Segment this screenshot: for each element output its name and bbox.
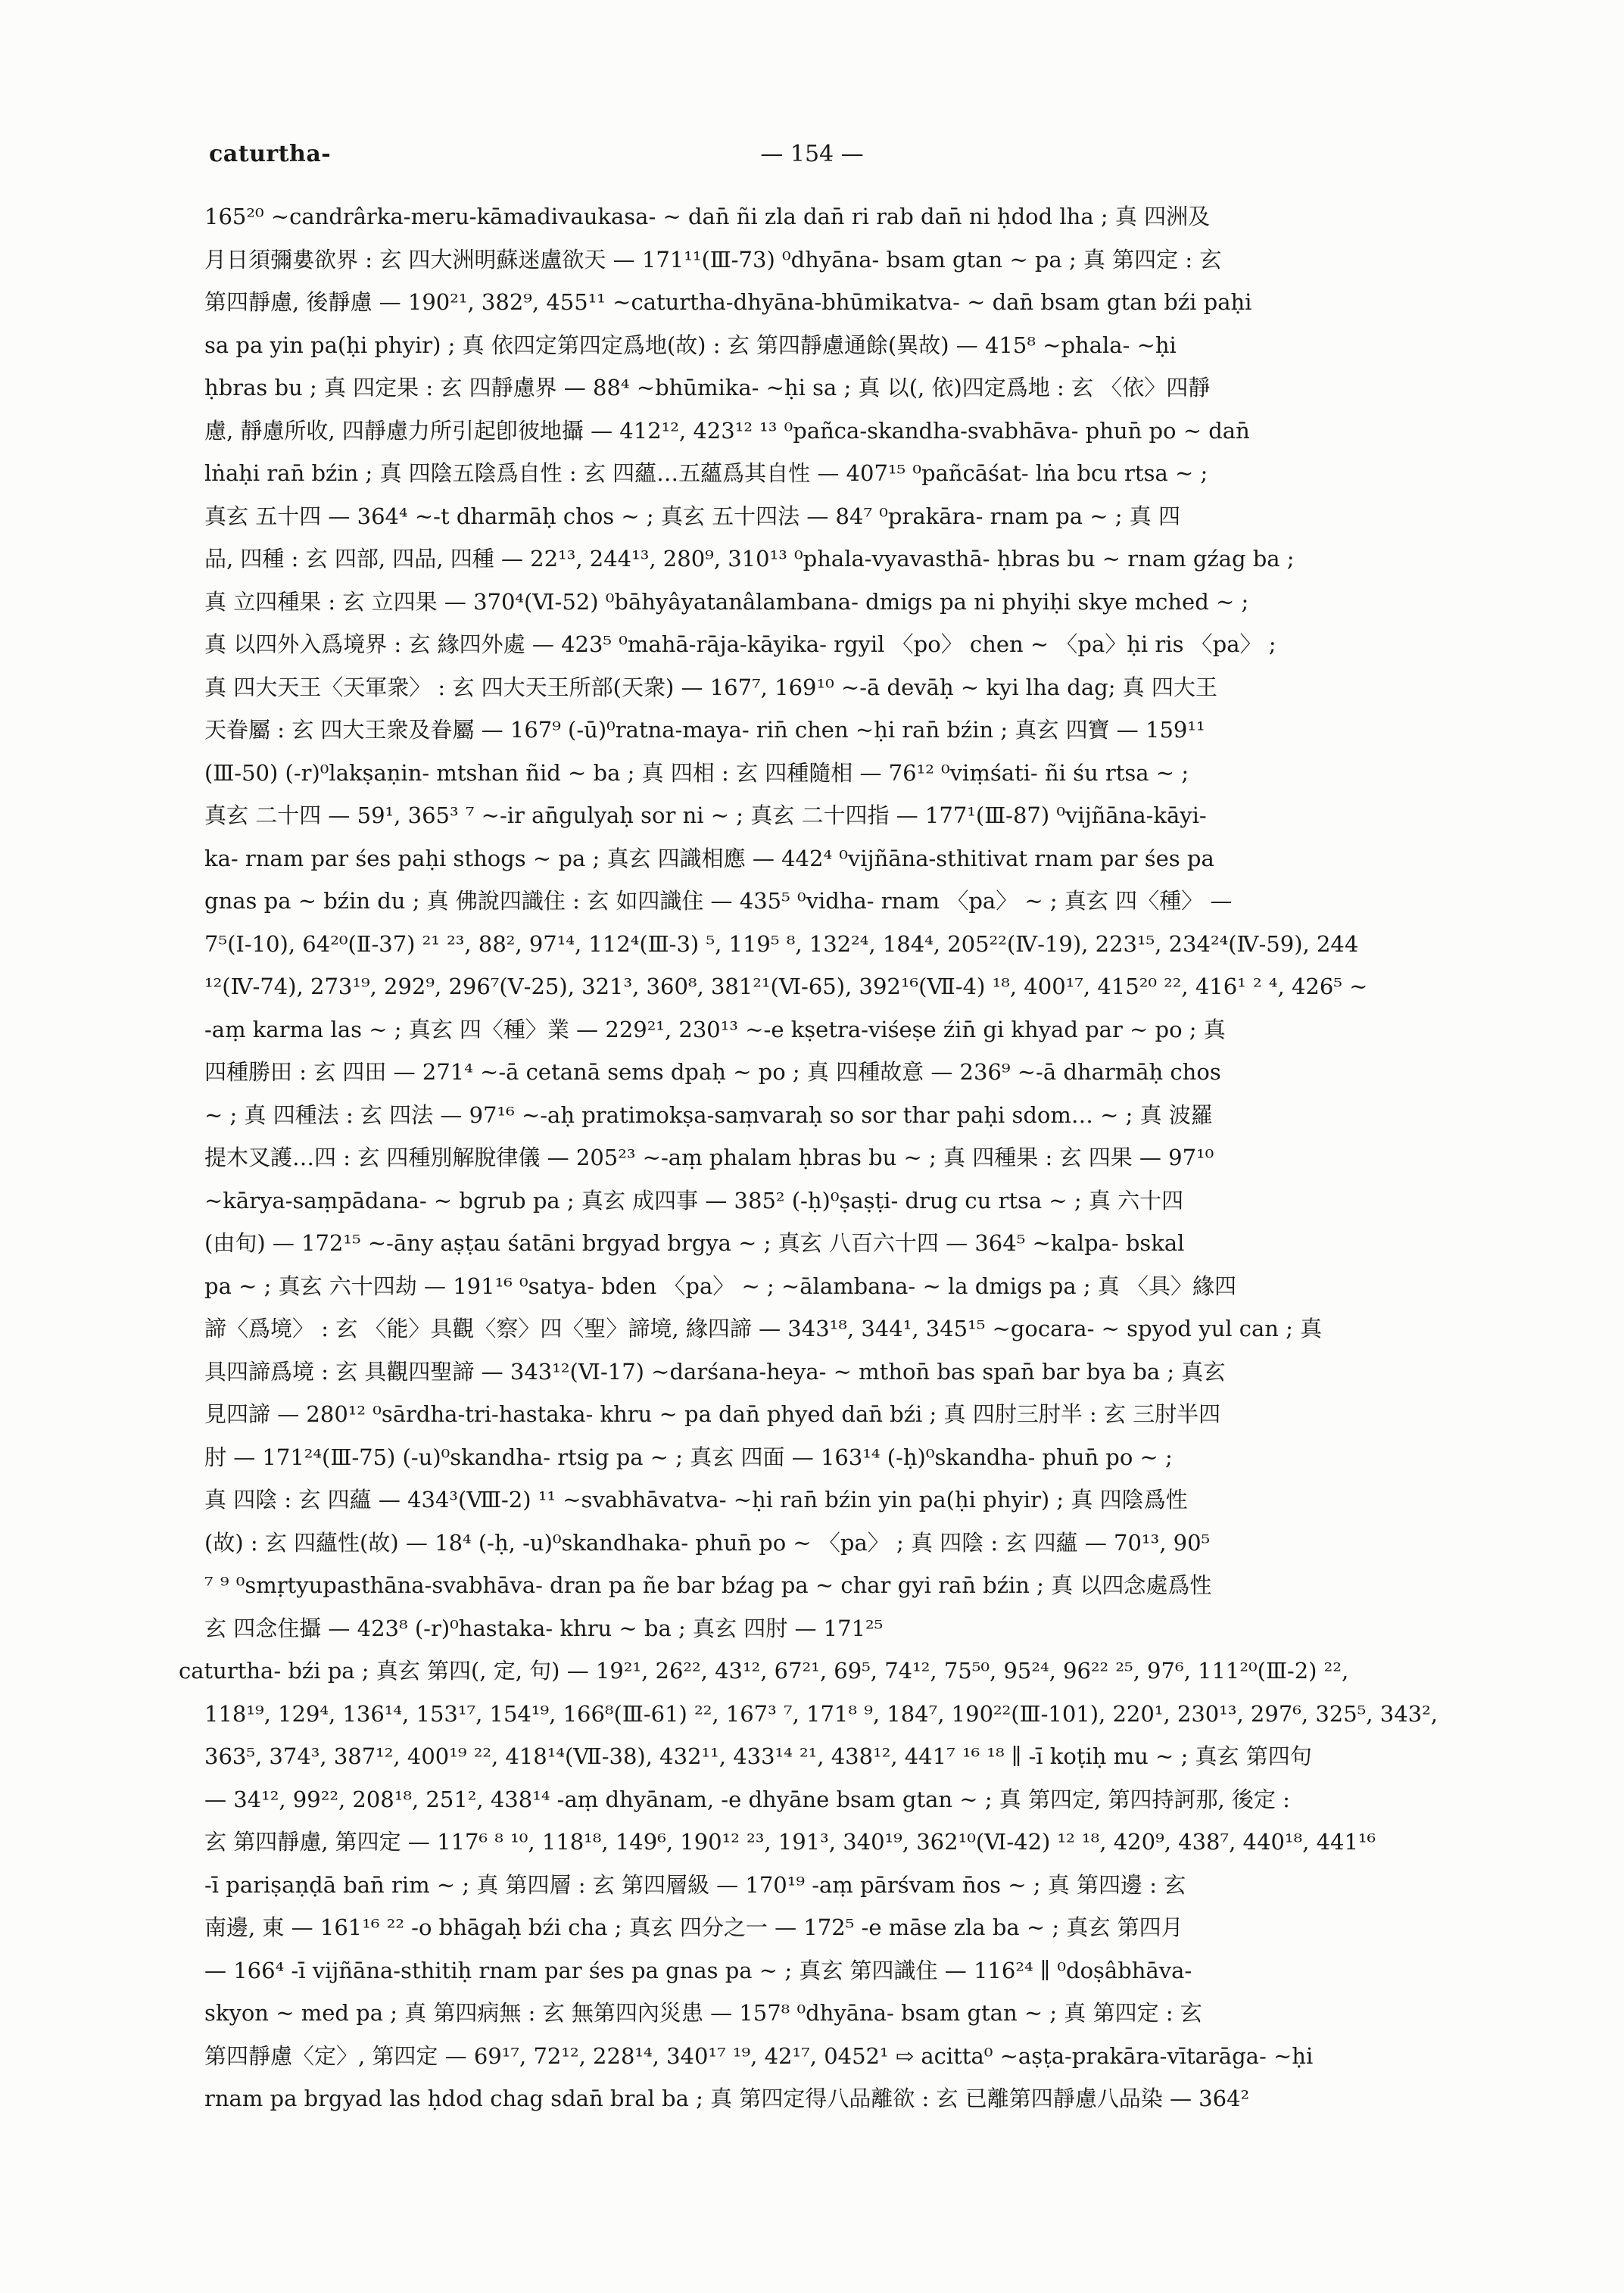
entry-line: 第四靜慮〈定〉, 第四定 — 69¹⁷, 72¹², 228¹⁴, 340¹⁷ ¹⁹, 42¹⁷, 0452¹ ⇨ acitta⁰ ~aṣṭa-prakāra-vītarāga- ~ḥi [204, 2042, 1314, 2069]
entry-line: ḥbras bu ; 真 四定果 : 玄 四靜慮界 — 88⁴ ~bhūmika- ~ḥi sa ; 真 以(, 依)四定爲地 : 玄 〈依〉四靜 [204, 375, 1211, 400]
entry-line: ⁷ ⁹ ⁰smṛtyupasthāna-svabhāva- dran pa ñe bar bźag pa ~ char gyi ran̄ bźin ; 真 以四念處爲性 [204, 1572, 1212, 1598]
dictionary-entries [179, 195, 1519, 2120]
entry-line: sa pa yin pa(ḥi phyir) ; 真 依四定第四定爲地(故) : 玄 第四靜慮通餘(異故) — 415⁸ ~phala- ~ḥi [204, 332, 1177, 358]
entry-line: 品, 四種 : 玄 四部, 四品, 四種 — 22¹³, 244¹³, 280⁹, 310¹³ ⁰phala-vyavasthā- ḥbras bu ~ rnam gźag ba ; [204, 546, 1295, 572]
running-head: caturtha- [209, 141, 332, 167]
entry-line: 第四靜慮, 後靜慮 — 190²¹, 382⁹, 455¹¹ ~caturtha-dhyāna-bhūmikatva- ~ dan̄ bsam gtan bźi paḥi [204, 289, 1252, 315]
entry-line: 118¹⁹, 129⁴, 136¹⁴, 153¹⁷, 154¹⁹, 166⁸(Ⅲ-61) ²², 167³ ⁷, 171⁸ ⁹, 184⁷, 190²²(Ⅲ-101), 220¹, 230¹³, 297⁶, 325⁵, 343², [204, 1700, 1438, 1727]
entry-line: 天眷屬 : 玄 四大王衆及眷屬 — 167⁹ (-ū)⁰ratna-maya- rin̄ chen ~ḥi ran̄ bźin ; 真玄 四寶 — 159¹¹ [204, 717, 1205, 743]
entry-line: 南邊, 東 — 161¹⁶ ²² -o bhāgaḥ bźi cha ; 真玄 四分之一 — 172⁵ -e māse zla ba ~ ; 真玄 第四月 [204, 1914, 1183, 1940]
headword-line: caturtha- bźi pa ; 真玄 第四(, 定, 句) — 19²¹, 26²², 43¹², 67²¹, 69⁵, 74¹², 75⁵⁰, 95²⁴, 96²² ²⁵, 97⁶, 111²⁰(Ⅲ-2) ²², [179, 1658, 1349, 1684]
entry-line: gnas pa ~ bźin du ; 真 佛說四識住 : 玄 如四識住 — 435⁵ ⁰vidha- rnam 〈pa〉 ~ ; 真玄 四〈種〉 — [204, 888, 1233, 914]
entry-line: -ī pariṣaṇḍā ban̄ rim ~ ; 真 第四層 : 玄 第四層級 — 170¹⁹ -aṃ pārśvam n̄os ~ ; 真 第四邊 : 玄 [204, 1871, 1186, 1898]
entry-line: 玄 四念住攝 — 423⁸ (-r)⁰hastaka- khru ~ ba ; 真玄 四肘 — 171²⁵ [204, 1615, 884, 1641]
entry-line: 肘 — 171²⁴(Ⅲ-75) (-u)⁰skandha- rtsig pa ~ ; 真玄 四面 — 163¹⁴ (-ḥ)⁰skandha- phun̄ po ~ ; [204, 1444, 1173, 1470]
entry-line: 真 以四外入爲境界 : 玄 緣四外處 — 423⁵ ⁰mahā-rāja-kāyika- rgyil 〈po〉 chen ~ 〈pa〉ḥi ris 〈pa〉 ; [204, 631, 1276, 657]
entry-line: 諦〈爲境〉 : 玄 〈能〉具觀〈察〉四〈聖〉諦境, 緣四諦 — 343¹⁸, 344¹, 345¹⁵ ~gocara- ~ spyod yul can ; 真 [204, 1316, 1323, 1341]
entry-line: — 34¹², 99²², 208¹⁸, 251², 438¹⁴ -aṃ dhyānam, -e dhyāne bsam gtan ~ ; 真 第四定, 第四持訶那, 後定 : [204, 1786, 1290, 1812]
entry-line: (Ⅲ-50) (-r)⁰lakṣaṇin- mtshan ñid ~ ba ; 真 四相 : 玄 四種隨相 — 76¹² ⁰viṃśati- ñi śu rtsa ~ ; [204, 759, 1189, 786]
entry-line: 慮, 靜慮所收, 四靜慮力所引起卽彼地攝 — 412¹², 423¹² ¹³ ⁰pañca-skandha-svabhāva- phun̄ po ~ dan̄ [204, 417, 1250, 444]
entry-line: 165²⁰ ~candrârka-meru-kāmadivaukasa- ~ dan̄ ñi zla dan̄ ri rab dan̄ ni ḥdod lha ; 真 四洲及 [204, 204, 1211, 229]
entry-line: 見四諦 — 280¹² ⁰sārdha-tri-hastaka- khru ~ pa dan̄ phyed dan̄ bźi ; 真 四肘三肘半 : 玄 三肘半四 [204, 1401, 1221, 1427]
entry-line: 具四諦爲境 : 玄 具觀四聖諦 — 343¹²(Ⅵ-17) ~darśana-heya- ~ mthon̄ bas span̄ bar bya ba ; 真玄 [204, 1358, 1226, 1385]
entry-line: 真玄 二十四 — 59¹, 365³ ⁷ ~-ir an̄gulyaḥ sor ni ~ ; 真玄 二十四指 — 177¹(Ⅲ-87) ⁰vijñāna-kāyi- [204, 802, 1207, 828]
entry-line: 真玄 五十四 — 364⁴ ~-t dharmāḥ chos ~ ; 真玄 五十四法 — 84⁷ ⁰prakāra- rnam pa ~ ; 真 四 [204, 503, 1180, 529]
entry-line: ka- rnam par śes paḥi sthogs ~ pa ; 真玄 四識相應 — 442⁴ ⁰vijñāna-sthitivat rnam par śes pa [204, 845, 1214, 871]
entry-line: — 166⁴ -ī vijñāna-sthitiḥ rnam par śes pa gnas pa ~ ; 真玄 第四識住 — 116²⁴ ∥ ⁰doṣâbhāva- [204, 1957, 1192, 1983]
entry-line: 363⁵, 374³, 387¹², 400¹⁹ ²², 418¹⁴(Ⅶ-38), 432¹¹, 433¹⁴ ²¹, 438¹², 441⁷ ¹⁶ ¹⁸ ∥ -ī koṭiḥ mu ~ ; 真玄 第四句 [204, 1743, 1312, 1769]
entry-line: skyon ~ med pa ; 真 第四病無 : 玄 無第四內災患 — 157⁸ ⁰dhyāna- bsam gtan ~ ; 真 第四定 : 玄 [204, 2000, 1202, 2026]
page-number: — 154 — [760, 141, 864, 167]
entry-line: ~ ; 真 四種法 : 玄 四法 — 97¹⁶ ~-aḥ pratimokṣa-saṃvaraḥ so sor thar paḥi sdom… ~ ; 真 波羅 [204, 1101, 1213, 1128]
entry-line: pa ~ ; 真玄 六十四劫 — 191¹⁶ ⁰satya- bden 〈pa〉 ~ ; ~ālambana- ~ la dmigs pa ; 真 〈具〉緣四 [204, 1273, 1237, 1299]
entry-line: 玄 第四靜慮, 第四定 — 117⁶ ⁸ ¹⁰, 118¹⁸, 149⁶, 190¹² ²³, 191³, 340¹⁹, 362¹⁰(Ⅵ-42) ¹² ¹⁸, 420⁹, 438⁷, 440¹⁸, 441¹⁶ [204, 1829, 1376, 1855]
entry-line: 7⁵(Ⅰ-10), 64²⁰(Ⅱ-37) ²¹ ²³, 88², 97¹⁴, 112⁴(Ⅲ-3) ⁵, 119⁵ ⁸, 132²⁴, 184⁴, 205²²(Ⅳ-19), 223¹⁵, 234²⁴(Ⅳ-59), 244 [204, 930, 1359, 957]
entry-line: ¹²(Ⅳ-74), 273¹⁹, 292⁹, 296⁷(Ⅴ-25), 321³, 360⁸, 381²¹(Ⅵ-65), 392¹⁶(Ⅶ-4) ¹⁸, 400¹⁷, 415²⁰ ²², 416¹ ² ⁴, 426⁵ ~ [204, 974, 1368, 999]
entry-line: (由旬) — 172¹⁵ ~-āny aṣṭau śatāni brgyad brgya ~ ; 真玄 八百六十四 — 364⁵ ~kalpa- bskal [204, 1230, 1185, 1256]
entry-line: 月日須彌婁欲界 : 玄 四大洲明蘇迷盧欲天 — 171¹¹(Ⅲ-73) ⁰dhyāna- bsam gtan ~ pa ; 真 第四定 : 玄 [204, 246, 1222, 273]
entry-line: (故) : 玄 四蘊性(故) — 18⁴ (-ḥ, -u)⁰skandhaka- phun̄ po ~ 〈pa〉 ; 真 四陰 : 玄 四蘊 — 70¹³, 90⁵ [204, 1529, 1211, 1556]
entry-line: rnam pa brgyad las ḥdod chag sdan̄ bral ba ; 真 第四定得八品離欲 : 玄 已離第四靜慮八品染 — 364² [204, 2086, 1250, 2111]
entry-line: ~kārya-saṃpādana- ~ bgrub pa ; 真玄 成四事 — 385² (-ḥ)⁰ṣaṣṭi- drug cu rtsa ~ ; 真 六十四 [204, 1187, 1184, 1213]
page-header [0, 141, 1624, 177]
entry-line: 提木叉護…四 : 玄 四種別解脫律儀 — 205²³ ~-aṃ phalam ḥbras bu ~ ; 真 四種果 : 玄 四果 — 97¹⁰ [204, 1145, 1214, 1170]
entry-line: lṅaḥi ran̄ bźin ; 真 四陰五陰爲自性 : 玄 四蘊…五蘊爲其自性 — 407¹⁵ ⁰pañcāśat- lṅa bcu rtsa ~ ; [204, 460, 1208, 486]
entry-line: -aṃ karma las ~ ; 真玄 四〈種〉業 — 229²¹, 230¹³ ~-e kṣetra-viśeṣe źin̄ gi khyad par ~ po ; 真 [204, 1016, 1226, 1042]
entry-line: 真 四大天王〈天軍衆〉 : 玄 四大天王所部(天衆) — 167⁷, 169¹⁰ ~-ā devāḥ ~ kyi lha dag; 真 四大王 [204, 674, 1217, 700]
entry-line: 真 四陰 : 玄 四蘊 — 434³(Ⅷ-2) ¹¹ ~svabhāvatva- ~ḥi ran̄ bźin yin pa(ḥi phyir) ; 真 四陰爲性 [204, 1487, 1188, 1513]
entry-line: 真 立四種果 : 玄 立四果 — 370⁴(Ⅵ-52) ⁰bāhyâyatanâlambana- dmigs pa ni phyiḥi skye mched ~ ; [204, 588, 1249, 615]
entry-line: 四種勝田 : 玄 四田 — 271⁴ ~-ā cetanā sems dpaḥ ~ po ; 真 四種故意 — 236⁹ ~-ā dharmāḥ chos [204, 1059, 1221, 1085]
